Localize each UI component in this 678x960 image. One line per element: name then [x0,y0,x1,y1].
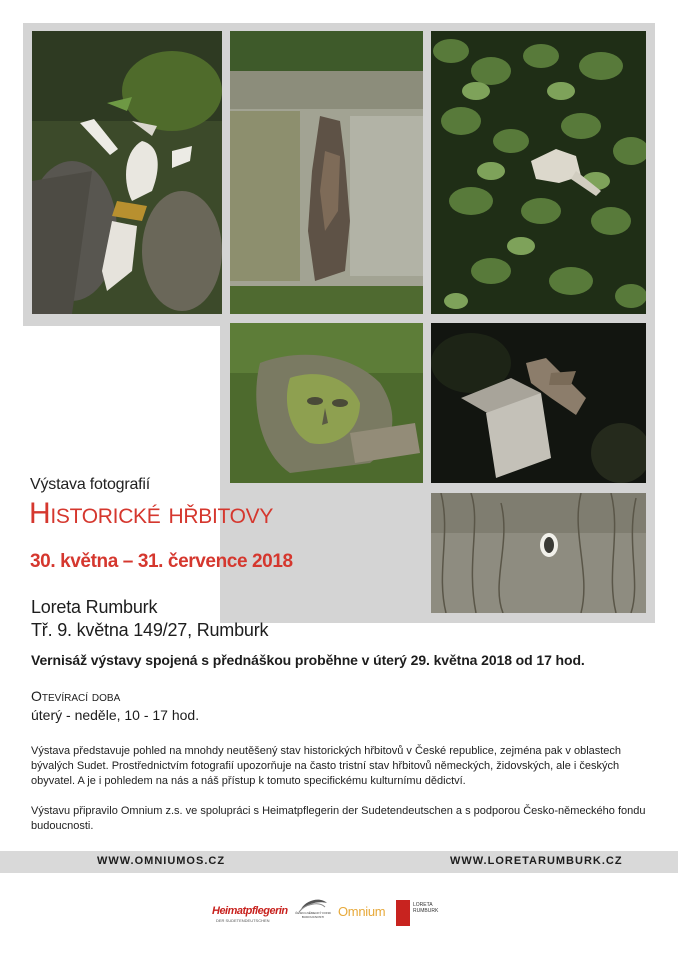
photo-ivy [431,31,646,314]
description [31,744,656,834]
photo-wall-portrait [431,493,646,613]
fund-logo-text: ČESKO-NĚMECKÝ FOND BUDOUCNOSTI [295,911,331,919]
omnium-link[interactable]: WWW.OMNIUMOS.CZ [97,855,226,867]
loreta-logo-line: LORETA [413,902,433,908]
loreta-logo-mark [396,900,410,926]
heimatpflegerin-logo-sub: DER SUDETENDEUTSCHEN [216,918,270,923]
opening-hours: úterý - neděle, 10 - 17 hod. [31,707,200,723]
photo-broken-doll [32,31,222,314]
loreta-logo [413,902,438,914]
description-paragraph: Výstavu připravilo Omnium z.s. ve spolupráci s Heimatpflegerin der Sudetendeutschen a s podporou Česko-německého fondu budoucnosti. [31,805,646,832]
venue [31,596,268,642]
loreta-logo-line: RUMBURK [413,908,439,914]
venue-address: Tř. 9. května 149/27, Rumburk [31,620,269,640]
loreta-link[interactable]: WWW.LORETARUMBURK.CZ [450,855,623,867]
omnium-logo: Omnium [338,904,386,919]
exhibition-dates: 30. května – 31. července 2018 [30,551,293,572]
photo-crumbling-wall [230,31,423,314]
exhibition-title: Historické hřbitovy [29,497,274,530]
vernisage-note: Vernisáž výstavy spojená s přednáškou proběhne v úterý 29. května 2018 od 17 hod. [31,652,585,668]
photo-mossy-relief [230,323,423,483]
heimatpflegerin-logo: Heimatpflegerin [212,905,288,917]
venue-name: Loreta Rumburk [31,597,158,617]
opening-hours-title: Otevírací doba [31,688,121,704]
exhibition-subtitle: Výstava fotografií [30,476,151,493]
description-paragraph: Výstava představuje pohled na mnohdy neutěšený stav historických hřbitovů v České republice, zejména pak v oblastech bývalých Sudet. Prostřednictvím fotografií upozorňuje na často tristní stav hřbitovů německých, židovských, ale i českých obyvatel. A je i pohledem na nás a náš přístup k tomuto specifickému kulturnímu dědictví. [31,745,622,787]
photo-tombstone-cross [431,323,646,483]
